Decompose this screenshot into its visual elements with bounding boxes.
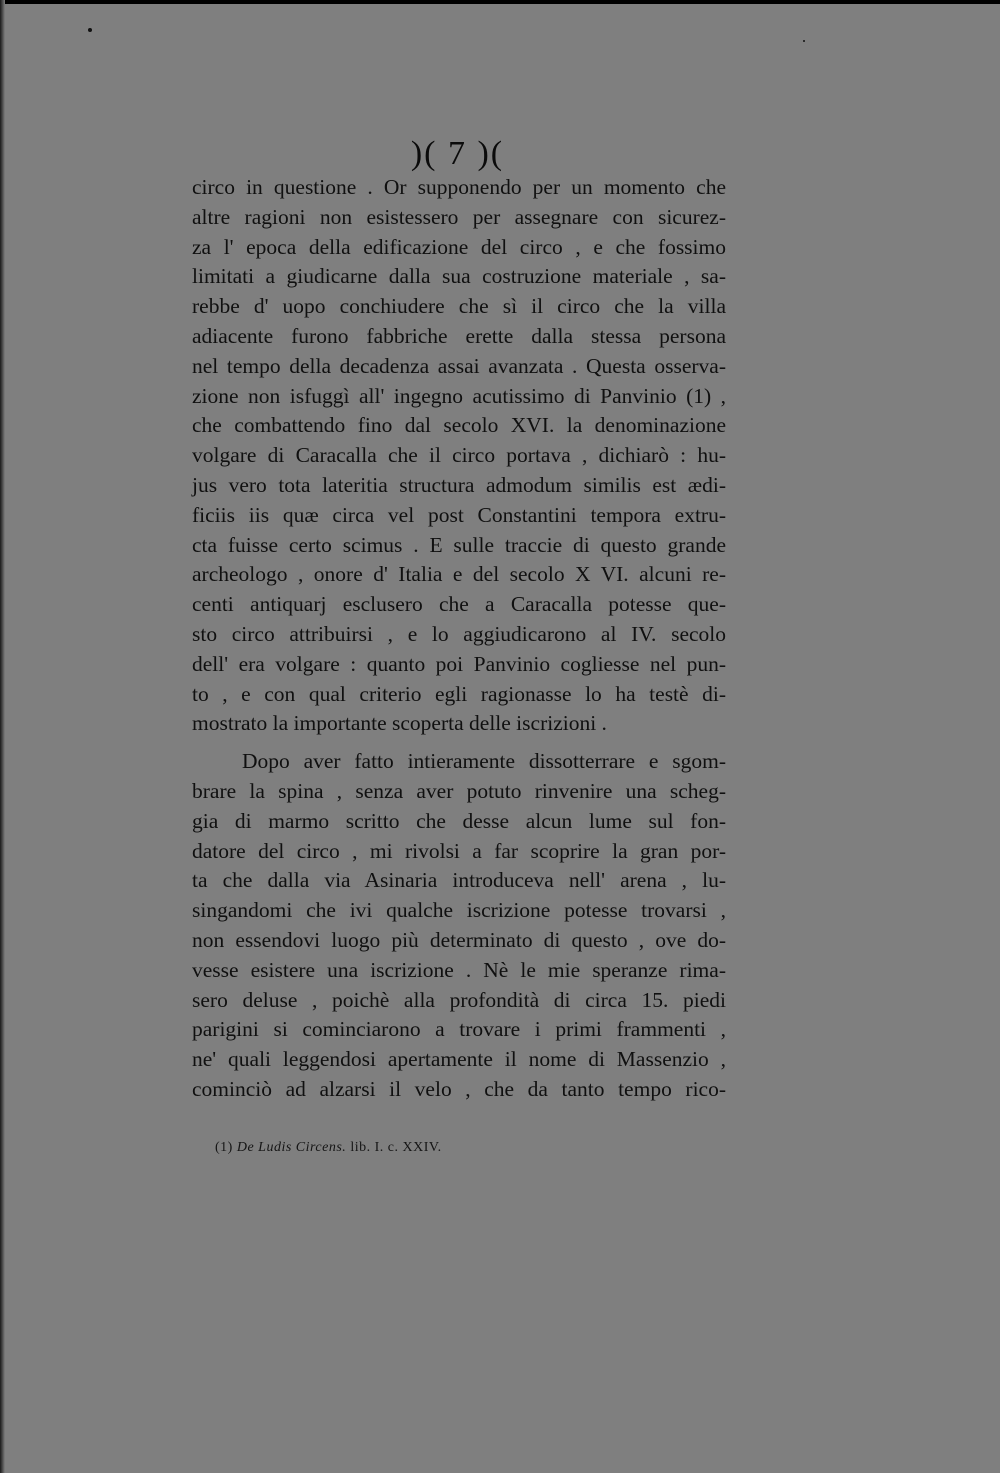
footnote-title: De Ludis Circens. xyxy=(236,1140,347,1155)
text-line: gia di marmo scritto che desse alcun lume sul fon- xyxy=(192,808,726,833)
text-line: circo in questione . Or supponendo per un momento che xyxy=(192,175,726,199)
text-line: volgare di Caracalla che il circo portava , dichiarò : hu- xyxy=(192,443,726,468)
text-line: nel tempo della decadenza assai avanzata . Questa osserva- xyxy=(192,353,726,378)
text-line: jus vero tota lateritia structura admodum similis est ædi- xyxy=(192,472,726,497)
text-line: brare la spina , senza aver potuto rinvenire una scheg- xyxy=(192,778,726,803)
text-line: altre ragioni non esistessero per assegnare con sicurez- xyxy=(192,204,726,229)
text-line: zione non isfuggì all' ingegno acutissimo di Panvinio (1) , xyxy=(192,383,726,408)
body-text xyxy=(192,173,726,1105)
text-line: ne' quali leggendosi apertamente il nome di Massenzio , xyxy=(192,1047,726,1072)
scan-left-border xyxy=(0,0,5,1473)
footnote-marker: (1) xyxy=(215,1140,233,1155)
text-line: datore del circo , mi rivolsi a far scoprire la gran por- xyxy=(192,838,726,863)
scan-speck xyxy=(803,40,805,42)
text-line: cominciò ad alzarsi il velo , che da tanto tempo rico- xyxy=(192,1076,726,1101)
text-line: Dopo aver fatto intieramente dissotterrare e sgom- xyxy=(242,749,726,774)
text-line: vesse esistere una iscrizione . Nè le mie speranze rima- xyxy=(192,957,726,982)
text-line: adiacente furono fabbriche erette dalla stessa persona xyxy=(192,323,726,348)
text-line: mostrato la importante scoperta delle iscrizioni . xyxy=(192,711,607,736)
footnote-reference: lib. I. c. XXIV. xyxy=(350,1140,442,1155)
text-line: sto circo attribuirsi , e lo aggiudicarono al IV. secolo xyxy=(192,621,726,646)
text-line: archeologo , onore d' Italia e del secolo X VI. alcuni re- xyxy=(192,562,726,587)
paragraph-1 xyxy=(192,173,726,739)
text-line: sero deluse , poichè alla profondità di circa 15. piedi xyxy=(192,987,726,1012)
text-line: ficiis iis quæ circa vel post Constantini tempora extru- xyxy=(192,502,726,527)
text-line: rebbe d' uopo conchiudere che sì il circo che la villa xyxy=(192,294,726,319)
paragraph-2 xyxy=(192,747,726,1105)
text-line: dell' era volgare : quanto poi Panvinio cogliesse nel pun- xyxy=(192,651,726,676)
text-line: cta fuisse certo scimus . E sulle traccie di questo grande xyxy=(192,532,726,557)
footnote xyxy=(215,1140,442,1156)
text-line: za l' epoca della edificazione del circo , e che fossimo xyxy=(192,234,726,259)
scan-speck xyxy=(88,28,92,32)
text-line: parigini si cominciarono a trovare i primi frammenti , xyxy=(192,1017,726,1042)
scan-top-border xyxy=(0,0,1000,4)
page-number-header: )( 7 )( xyxy=(410,135,505,172)
text-line: non essendovi luogo più determinato di questo , ove do- xyxy=(192,927,726,952)
text-line: singandomi che ivi qualche iscrizione potesse trovarsi , xyxy=(192,898,726,923)
text-line: che combattendo fino dal secolo XVI. la denominazione xyxy=(192,413,726,438)
text-line: centi antiquarj esclusero che a Caracalla potesse que- xyxy=(192,592,726,617)
text-line: to , e con qual criterio egli ragionasse lo ha testè di- xyxy=(192,681,726,706)
text-line: limitati a giudicarne dalla sua costruzione materiale , sa- xyxy=(192,264,726,289)
text-line: ta che dalla via Asinaria introduceva nell' arena , lu- xyxy=(192,868,726,893)
